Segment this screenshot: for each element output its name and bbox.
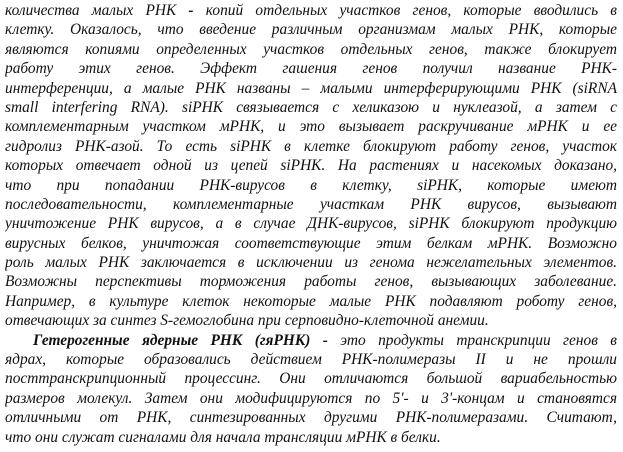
text-line xyxy=(5,234,617,253)
text-segment: small interfering RNA). siРНК связывается с хеликазою и нуклеазой, а затем с xyxy=(5,98,617,116)
text-segment: копий отдельных участков генов, которые вводились в xyxy=(193,2,617,19)
text-segment: количества малых РНК xyxy=(5,2,189,19)
text-segment: вирусных белков, уничтожая соответствующие этим белкам мРНК. Возможно xyxy=(5,234,617,252)
text-segment: размеров молекул. Затем они модифицируются по 5'- и 3'-концам и становятся xyxy=(5,389,617,407)
text-line xyxy=(5,117,617,136)
text-segment: это продукты транскрипции генов в xyxy=(327,331,617,349)
text-line xyxy=(5,59,617,78)
text-line xyxy=(5,428,617,447)
text-segment: отличными от РНК, синтезированных другими РНК-полимеразами. Считают, xyxy=(5,409,617,427)
text-segment: ядрах, которые образовались действием РНК-полимеразы II и не прошли xyxy=(5,351,617,369)
text-line xyxy=(5,156,617,175)
text-segment: уничтожение РНК вирусов, а в случае ДНК-вирусов, siРНК блокируют продукцию xyxy=(5,215,617,233)
text-segment: комплементарным участком мРНК, и это вызывает раскручивание мРНК и ее xyxy=(5,118,617,136)
document-page xyxy=(5,1,617,447)
text-segment: являются копиями определенных участков отдельных генов, также блокирует xyxy=(5,40,617,58)
paragraph-small-rna xyxy=(5,1,617,331)
text-line xyxy=(5,176,617,195)
text-line xyxy=(5,79,617,98)
text-segment: гидролиз РНК-азой. То есть siРНК в клетке блокируют работу генов, участок xyxy=(5,137,617,155)
text-segment: что при попадании РНК-вирусов в клетку, siРНК, которые имеют xyxy=(5,176,617,194)
text-segment: последовательности, комплементарные участкам РНК вирусов, вызывают xyxy=(5,195,617,213)
text-line xyxy=(5,40,617,59)
bold-text-segment: - xyxy=(188,2,194,19)
text-segment: клетку. Оказалось, что введение различным организмам малых РНК, которые xyxy=(5,21,617,39)
text-line xyxy=(5,1,617,20)
text-segment: посттранскрипционный процессинг. Они отличаются большой вариабельностью xyxy=(5,370,617,388)
text-segment: работу этих генов. Эффект гашения генов получил название РНК- xyxy=(5,60,617,78)
text-line xyxy=(5,137,617,156)
text-line xyxy=(5,195,617,214)
text-segment: Возможны перспективы торможения работы генов, вызывающих заболевание. xyxy=(5,273,617,291)
text-line xyxy=(5,331,617,350)
text-segment: интерференции, а малые РНК названы – малыми интерферирующими РНК (siRNA xyxy=(5,79,617,97)
text-segment: роль малых РНК заключается в исключении из генома нежелательных элементов. xyxy=(5,254,617,272)
text-line xyxy=(5,369,617,388)
text-line xyxy=(5,389,617,408)
text-line xyxy=(5,214,617,233)
text-line xyxy=(5,350,617,369)
text-line xyxy=(5,272,617,291)
text-line xyxy=(5,253,617,272)
text-segment: Например, в культуре клеток некоторые малые РНК подавляют роботу генов, xyxy=(5,292,617,310)
text-line xyxy=(5,20,617,39)
text-segment: что они служат сигналами для начала трансляции мРНК в белки. xyxy=(5,428,441,446)
text-segment: которых отвечает одной из цепей siРНК. На растениях и насекомых доказано, xyxy=(5,157,617,175)
text-line xyxy=(5,311,617,330)
text-line xyxy=(5,292,617,311)
paragraph-heterogeneous-nuclear-rna xyxy=(5,331,617,447)
text-segment: отвечающих за синтез S-гемоглобина при серповидно-клеточной анемии. xyxy=(5,312,489,330)
bold-text-segment: Гетерогенные ядерные РНК (гяРНК) - xyxy=(33,331,328,349)
text-line xyxy=(5,408,617,427)
text-line xyxy=(5,98,617,117)
